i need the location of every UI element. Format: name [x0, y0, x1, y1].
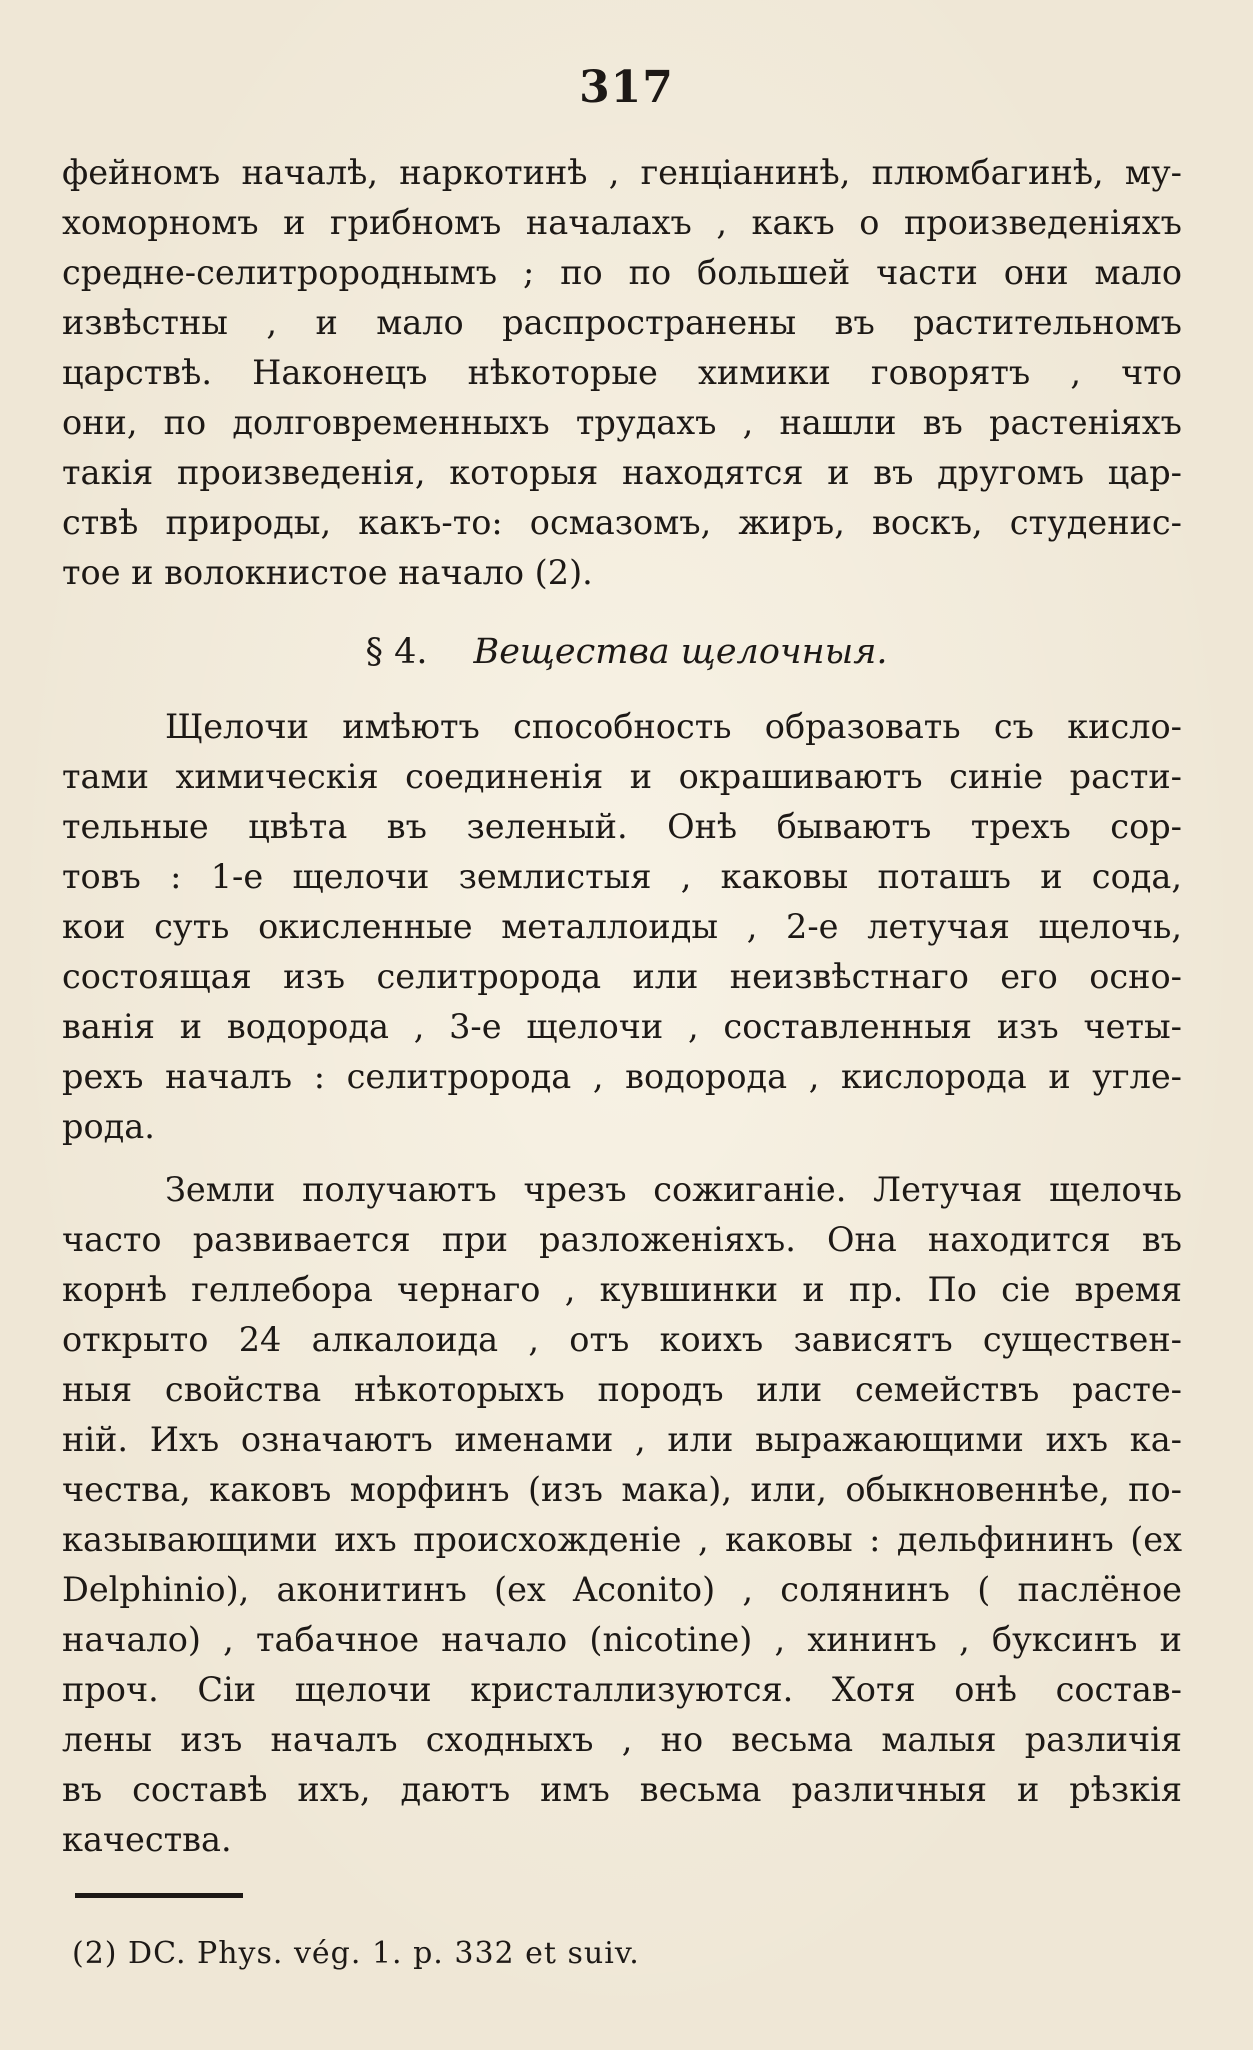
text-line: часто развивается при разложеніяхъ. Она находится въ [62, 1220, 1182, 1259]
text-line: ній. Ихъ означаютъ именами , или выражающими ихъ ка- [62, 1420, 1182, 1459]
text-line: начало) , табачное начало (nicotine) , хининъ , буксинъ и [62, 1620, 1182, 1659]
text-line: ванія и водорода , 3-е щелочи , составленныя изъ четы- [62, 1007, 1182, 1046]
text-line: рехъ началъ : селитророда , водорода , кислорода и угле- [62, 1057, 1182, 1096]
text-line: тами химическія соединенія и окрашиваютъ синіе расти- [62, 757, 1182, 796]
text-line: казывающими ихъ происхожденіе , каковы : дельфининъ (ех [62, 1520, 1182, 1559]
text-line: Delphinio), аконитинъ (ex Aconito) , солянинъ ( паслёное [62, 1570, 1182, 1609]
text-line: средне-селитророднымъ ; по по большей части они мало [62, 253, 1182, 292]
text-line: открыто 24 алкалоида , отъ коихъ зависятъ существен- [62, 1320, 1182, 1359]
text-line: ныя свойства нѣкоторыхъ породъ или семействъ расте- [62, 1370, 1182, 1409]
text-line: царствѣ. Наконецъ нѣкоторые химики говорятъ , что [62, 353, 1182, 392]
text-line: фейномъ началѣ, наркотинѣ , генціанинѣ, плюмбагинѣ, му- [62, 153, 1182, 192]
text-line: состоящая изъ селитророда или неизвѣстнаго его осно- [62, 957, 1182, 996]
text-line: товъ : 1-е щелочи землистыя , каковы поташъ и сода, [62, 857, 1182, 896]
text-line: кои суть окисленные металлоиды , 2-е летучая щелочь, [62, 907, 1182, 946]
text-line: Щелочи имѣютъ способность образовать съ кисло- [165, 707, 1182, 746]
text-line: рода. [62, 1107, 155, 1146]
text-line: чества, каковъ морфинъ (изъ мака), или, обыкновеннѣе, по- [62, 1470, 1182, 1509]
text-line: такія произведенія, которыя находятся и въ другомъ цар- [62, 453, 1182, 492]
text-line: ствѣ природы, какъ-то: осмазомъ, жиръ, воскъ, студенис- [62, 503, 1182, 542]
section-title: Вещества щелочныя. [473, 632, 888, 672]
text-line: лены изъ началъ сходныхъ , но весьма малыя различія [62, 1720, 1182, 1759]
text-line: корнѣ геллебора чернаго , кувшинки и пр. По сіе время [62, 1270, 1182, 1309]
text-line: проч. Сіи щелочи кристаллизуются. Хотя онѣ состав- [62, 1670, 1182, 1709]
footnote: (2) DC. Phys. vég. 1. p. 332 et suiv. [72, 1936, 640, 1971]
section-heading [0, 627, 1253, 677]
text-line: тельные цвѣта въ зеленый. Онѣ бываютъ трехъ сор- [62, 807, 1182, 846]
text-line: въ составѣ ихъ, даютъ имъ весьма различныя и рѣзкія [62, 1770, 1182, 1809]
text-line: извѣстны , и мало распространены въ растительномъ [62, 303, 1182, 342]
text-line: качества. [62, 1820, 232, 1859]
page-number: 317 [579, 62, 674, 113]
text-line: тое и волокнистое начало (2). [62, 553, 593, 592]
section-number: § 4. [365, 632, 428, 672]
footnote-separator [75, 1893, 243, 1898]
text-line: они, по долговременныхъ трудахъ , нашли въ растеніяхъ [62, 403, 1182, 442]
text-line: хоморномъ и грибномъ началахъ , какъ о произведеніяхъ [62, 203, 1182, 242]
text-line: Земли получаютъ чрезъ сожиганіе. Летучая щелочь [165, 1170, 1182, 1209]
